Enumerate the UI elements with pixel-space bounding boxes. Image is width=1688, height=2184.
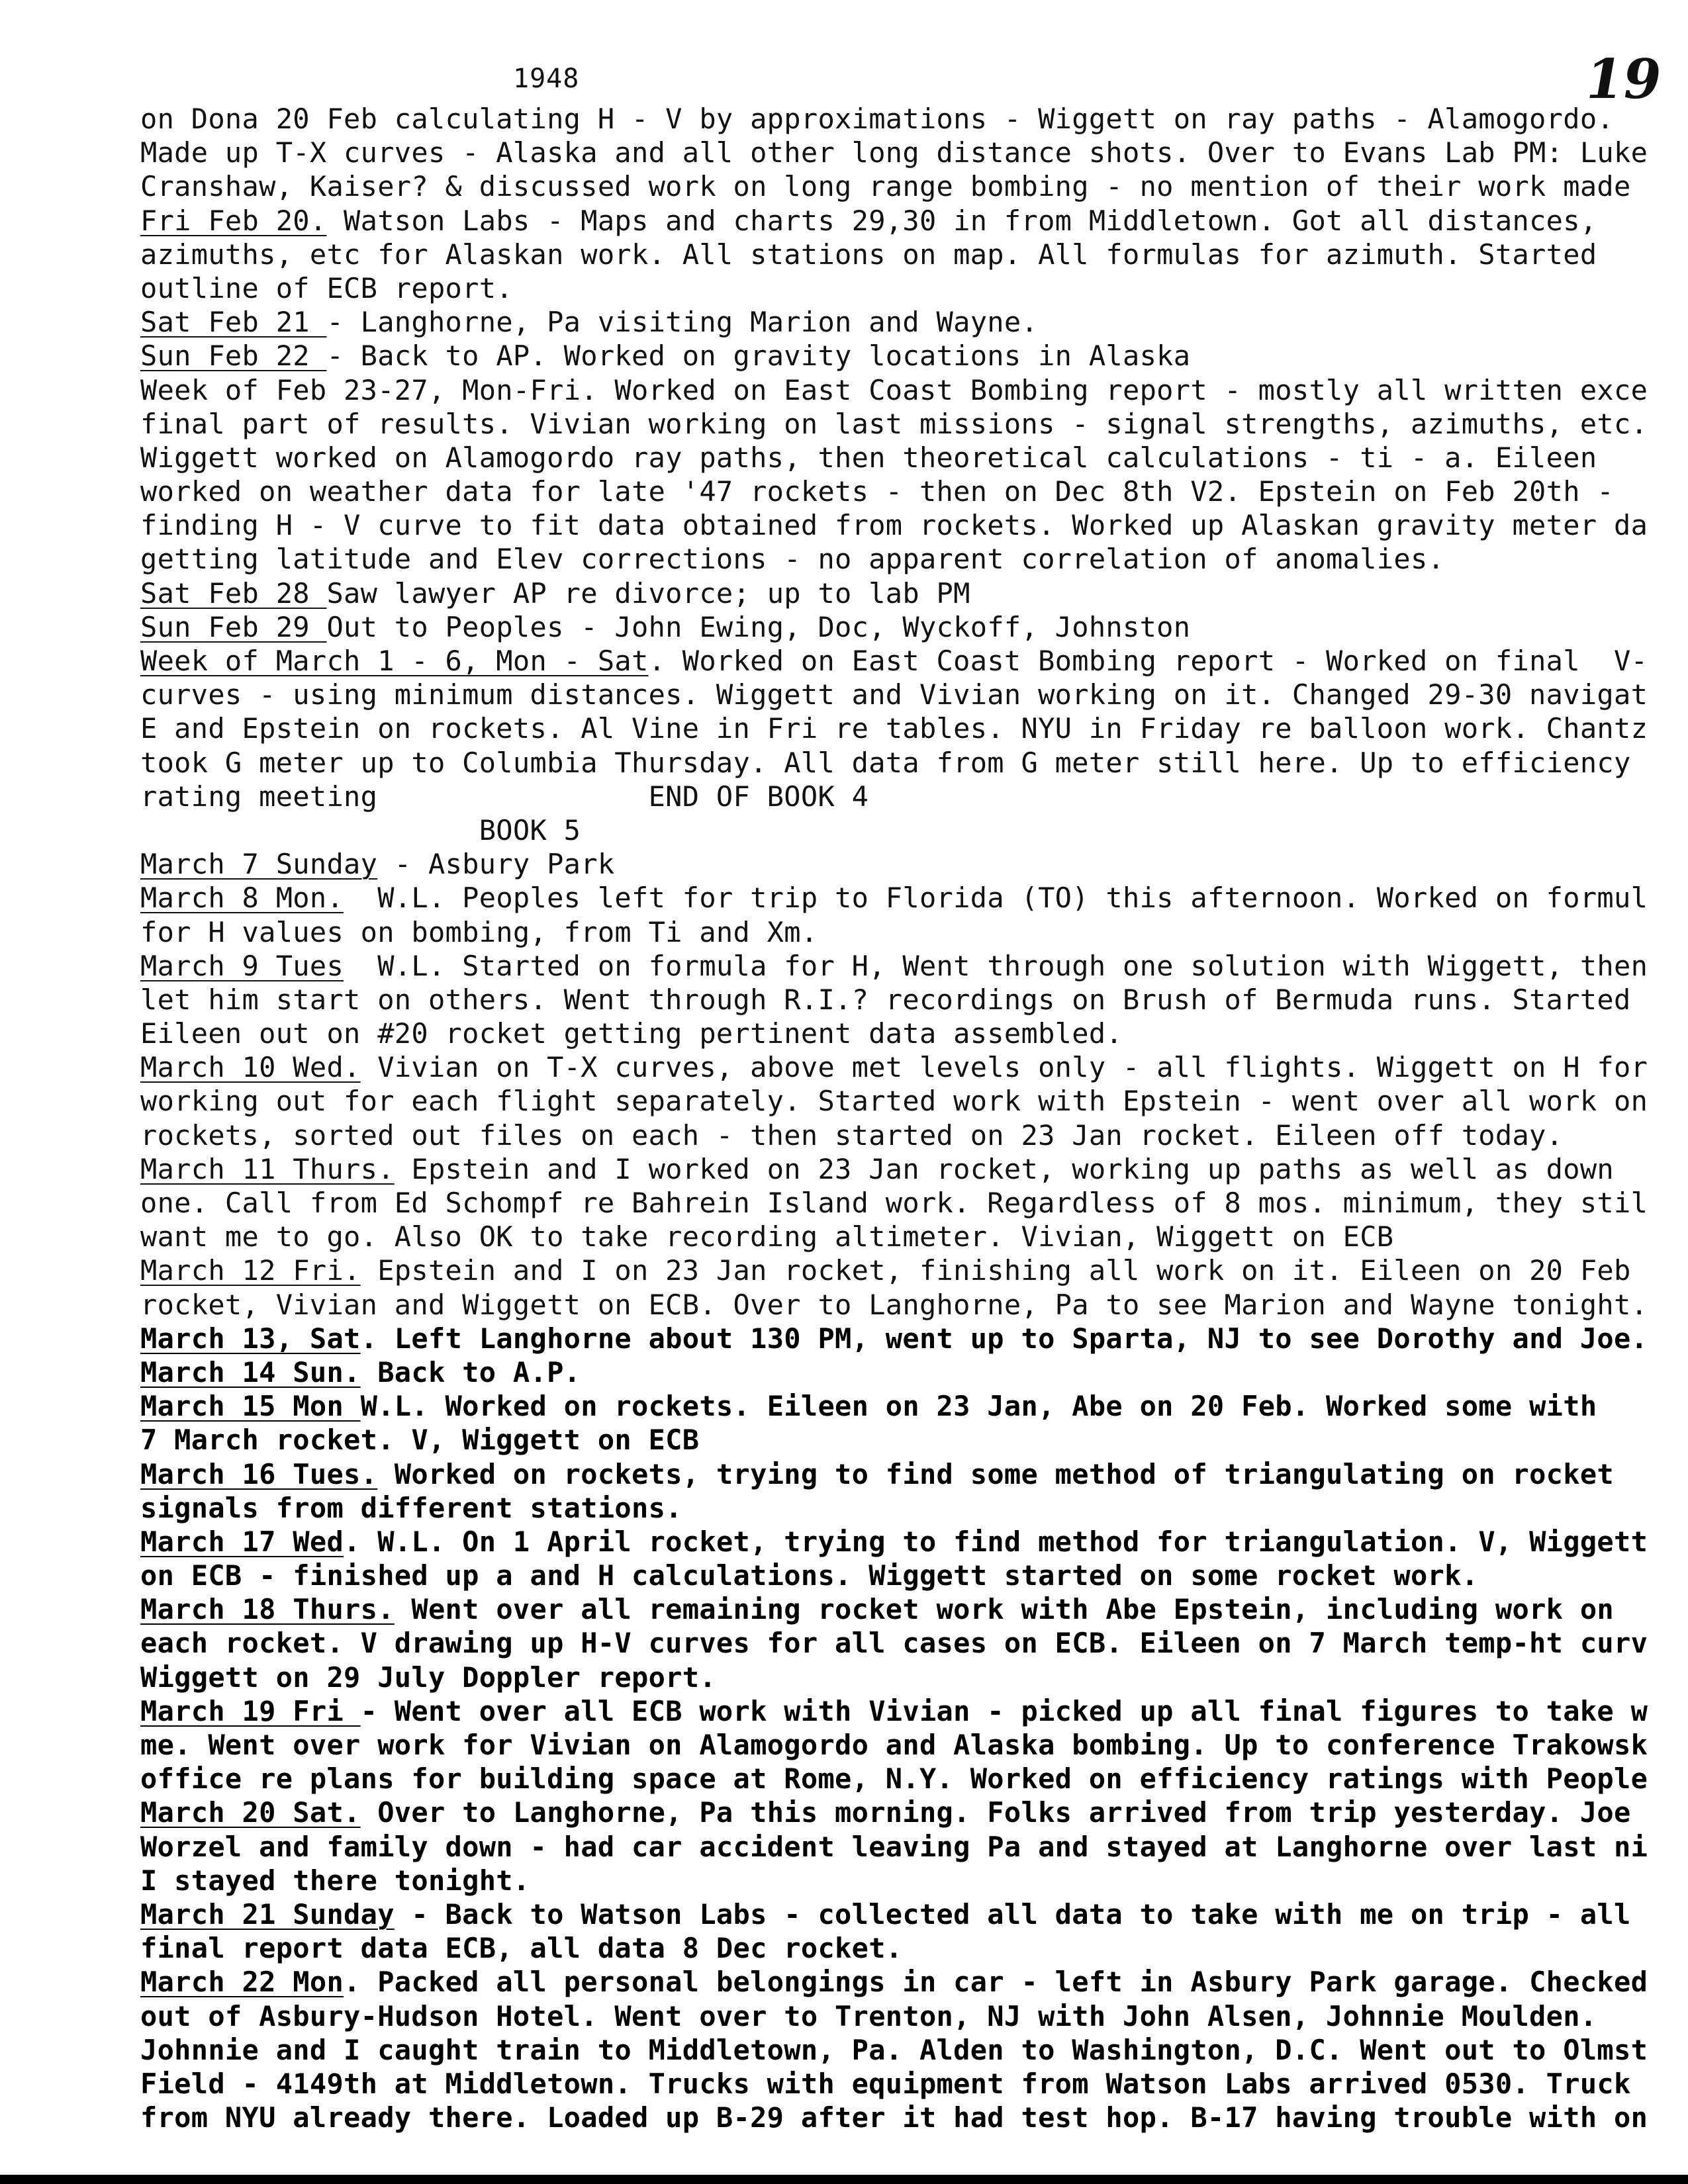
diary-line [140, 2033, 1683, 2067]
entry-text: on Dona 20 Feb calculating H - V by approximations - Wiggett on ray paths - Alamogordo. [140, 103, 1614, 135]
entry-text: final part of results. Vivian working on last missions - signal strengths, azimuths, etc. [140, 407, 1648, 440]
diary-line [140, 238, 1683, 271]
diary-line [140, 1355, 1683, 1389]
entry-text: from NYU already there. Loaded up B-29 after it had test hop. B-17 having trouble with on [140, 2101, 1648, 2134]
entry-text: . Left Langhorne about 130 PM, went up to Sparta, NJ to see Dorothy and Joe. [360, 1322, 1648, 1355]
diary-line [140, 1084, 1683, 1118]
entry-date-heading: March 8 Mon. [140, 882, 344, 915]
diary-line [140, 542, 1683, 576]
entry-date-heading: Sun Feb 22 [140, 340, 327, 373]
diary-line [140, 610, 1683, 644]
diary-line [140, 508, 1683, 542]
diary-line [140, 949, 1683, 983]
entry-text: Worked on rockets, trying to find some method of triangulating on rocket [377, 1457, 1615, 1490]
entry-text: Epstein and I on 23 Jan rocket, finishing all work on it. Eileen on 20 Feb [360, 1254, 1631, 1287]
entry-text: curves - using minimum distances. Wiggett and Vivian working on it. Changed 29-30 navigat [140, 678, 1648, 711]
entry-text: Eileen out on #20 rocket getting pertinent data assembled. [140, 1017, 1123, 1050]
diary-line [140, 1253, 1683, 1287]
diary-line [140, 711, 1683, 745]
diary-line [140, 1965, 1683, 1999]
diary-line [140, 204, 1683, 238]
entry-text: Over to Langhorne, Pa this morning. Folks arrived from trip yesterday. Joe [360, 1796, 1631, 1829]
entry-date-heading: March 16 Tues. [140, 1457, 378, 1490]
entry-date-heading: March 17 Wed [140, 1525, 344, 1558]
entry-text: office re plans for building space at Rome, N.Y. Worked on efficiency ratings with People [140, 1762, 1648, 1796]
entry-text: for H values on bombing, from Ti and Xm. [140, 915, 818, 948]
entry-text: Week of Feb 23-27, Mon-Fri. Worked on East Coast Bombing report - mostly all written exce [140, 373, 1648, 406]
entry-text: let him start on others. Went through R.I.? recordings on Brush of Bermuda runs. Started [140, 983, 1631, 1016]
diary-line [140, 1762, 1683, 1796]
diary-line [140, 1288, 1683, 1322]
entry-text: Vivian on T-X curves, above met levels only - all flights. Wiggett on H for [360, 1051, 1648, 1084]
diary-line [140, 441, 1683, 475]
entry-text: W.L. Started on formula for H, Went through one solution with Wiggett, then [344, 949, 1648, 982]
diary-line [140, 1017, 1683, 1050]
diary-line [140, 475, 1683, 508]
diary-line [140, 1999, 1683, 2033]
diary-line [140, 305, 1683, 339]
entry-date-heading: March 13, Sat [140, 1322, 361, 1355]
entry-text: one. Call from Ed Schompf re Bahrein Island work. Regardless of 8 mos. minimum, they stil [140, 1187, 1648, 1219]
diary-line [140, 678, 1683, 711]
entry-date-heading: March 7 Sunday [140, 848, 378, 881]
diary-line [140, 271, 1683, 305]
diary-line [140, 2101, 1683, 2134]
entry-text: Went over all remaining rocket work with Abe Epstein, including work on [394, 1593, 1614, 1626]
entry-text: 7 March rocket. V, Wiggett on ECB [140, 1424, 700, 1457]
diary-line [140, 136, 1683, 169]
entry-text: - Asbury Park [377, 848, 615, 881]
entry-text: Worzel and family down - had car accident leaving Pa and stayed at Langhorne over last ni [140, 1830, 1648, 1863]
diary-line [140, 1050, 1683, 1084]
entry-text: Wiggett worked on Alamogordo ray paths, then theoretical calculations - ti - a. Eileen [140, 441, 1597, 474]
entry-date-heading: March 9 Tues [140, 949, 344, 982]
entry-text: Saw lawyer AP re divorce; up to lab PM [326, 576, 970, 610]
diary-line [140, 1626, 1683, 1660]
entry-date-heading: Sat Feb 28 [140, 576, 327, 610]
entry-text: - Back to AP. Worked on gravity locations in Alaska [326, 340, 1191, 373]
entry-text: W.L. Peoples left for trip to Florida (TO) this afternoon. Worked on formul [344, 882, 1648, 915]
diary-line [140, 813, 1683, 847]
diary-line [140, 1796, 1683, 1829]
entry-date-heading: March 14 Sun. [140, 1355, 361, 1388]
entry-text: Epstein and I worked on 23 Jan rocket, working up paths as well as down [394, 1152, 1614, 1185]
entry-date-heading: March 15 Mon [140, 1390, 361, 1423]
diary-line [140, 1152, 1683, 1186]
diary-line [140, 1220, 1683, 1253]
entry-text: me. Went over work for Vivian on Alamogordo and Alaska bombing. Up to conference Trakowsk [140, 1729, 1648, 1761]
entry-text: outline of ECB report. [140, 271, 513, 304]
diary-line [140, 881, 1683, 915]
entry-text: Out to Peoples - John Ewing, Doc, Wyckoff, Johnston [326, 610, 1191, 643]
diary-text-block [140, 102, 1683, 2134]
entry-text: want me to go. Also OK to take recording altimeter. Vivian, Wiggett on ECB [140, 1220, 1394, 1253]
entry-text: . Packed all personal belongings in car - left in Asbury Park garage. Checked [344, 1966, 1648, 1999]
diary-line [140, 169, 1683, 203]
entry-text: rockets, sorted out files on each - then started on 23 Jan rocket. Eileen off today. [140, 1118, 1564, 1152]
entry-text: Wiggett on 29 July Doppler report. [140, 1661, 716, 1694]
diary-line [140, 746, 1683, 780]
diary-line [140, 373, 1683, 407]
diary-line [140, 644, 1683, 678]
diary-line [140, 1931, 1683, 1965]
diary-line [140, 102, 1683, 136]
diary-line [140, 1423, 1683, 1457]
diary-line [140, 780, 1683, 813]
entry-text: final report data ECB, all data 8 Dec rocket. [140, 1932, 903, 1965]
entry-text: finding H - V curve to fit data obtained from rockets. Worked up Alaskan gravity meter da [140, 509, 1648, 542]
diary-line [140, 1661, 1683, 1694]
entry-date-heading: Sat Feb 21 [140, 306, 327, 339]
entry-date-heading: March 10 Wed. [140, 1051, 361, 1084]
entry-text: - Langhorne, Pa visiting Marion and Wayne. [326, 306, 1039, 339]
diary-line [140, 1525, 1683, 1559]
diary-line [140, 1864, 1683, 1897]
entry-date-heading: Week of March 1 - 6, Mon - Sat [140, 645, 649, 677]
diary-line [140, 1830, 1683, 1864]
entry-text: took G meter up to Columbia Thursday. All data from G meter still here. Up to efficiency [140, 746, 1631, 779]
entry-text: worked on weather data for late '47 rockets - then on Dec 8th V2. Epstein on Feb 20th - [140, 475, 1614, 508]
diary-line [140, 1118, 1683, 1152]
entry-text: E and Epstein on rockets. Al Vine in Fri re tables. NYU in Friday re balloon work. Chantz [140, 712, 1648, 745]
entry-date-heading: March 11 Thurs. [140, 1152, 395, 1185]
entry-text: azimuths, etc for Alaskan work. All stations on map. All formulas for azimuth. Started [140, 238, 1597, 271]
diary-line [140, 339, 1683, 373]
entry-text: BOOK 5 [140, 813, 581, 846]
entry-date-heading: March 21 Sunday [140, 1897, 395, 1931]
entry-text: rocket, Vivian and Wiggett on ECB. Over to Langhorne, Pa to see Marion and Wayne tonight. [140, 1288, 1648, 1321]
bottom-edge-rule [0, 2175, 1688, 2184]
diary-line [140, 1186, 1683, 1220]
entry-text: . W.L. On 1 April rocket, trying to find method for triangulation. V, Wiggett [344, 1525, 1648, 1558]
diary-line [140, 1491, 1683, 1525]
diary-line [140, 576, 1683, 610]
diary-line [140, 1389, 1683, 1423]
entry-text: rating meeting END OF BOOK 4 [140, 780, 869, 813]
year-heading: 1948 [513, 64, 580, 94]
diary-line [140, 915, 1683, 949]
diary-line [140, 847, 1683, 881]
entry-text: on ECB - finished up a and H calculations. Wiggett started on some rocket work. [140, 1559, 1479, 1592]
entry-text: Made up T-X curves - Alaska and all other long distance shots. Over to Evans Lab PM: Luke [140, 136, 1648, 169]
entry-text: Johnnie and I caught train to Middletown, Pa. Alden to Washington, D.C. Went out to Olmst [140, 2033, 1648, 2066]
diary-line [140, 1592, 1683, 1626]
entry-text: - Went over all ECB work with Vivian - picked up all final figures to take w [360, 1694, 1648, 1727]
diary-line [140, 1322, 1683, 1355]
diary-line [140, 1457, 1683, 1491]
diary-line [140, 1559, 1683, 1592]
entry-text: out of Asbury-Hudson Hotel. Went over to Trenton, NJ with John Alsen, Johnnie Moulden. [140, 1999, 1597, 2032]
entry-text: Watson Labs - Maps and charts 29,30 in from Middletown. Got all distances, [326, 204, 1597, 237]
diary-line [140, 407, 1683, 441]
entry-date-heading: March 12 Fri. [140, 1254, 361, 1287]
diary-line [140, 1728, 1683, 1762]
entry-text: . Worked on East Coast Bombing report - Worked on final V- [648, 645, 1648, 677]
entry-text: Field - 4149th at Middletown. Trucks with equipment from Watson Labs arrived 0530. Truck [140, 2067, 1631, 2100]
entry-text: - Back to Watson Labs - collected all data to take with me on trip - all [394, 1897, 1631, 1931]
diary-line [140, 1897, 1683, 1931]
entry-text: each rocket. V drawing up H-V curves for all cases on ECB. Eileen on 7 March temp-ht curv [140, 1627, 1648, 1660]
entry-date-heading: Sun Feb 29 [140, 610, 327, 643]
entry-date-heading: March 18 Thurs. [140, 1593, 395, 1626]
diary-line [140, 983, 1683, 1017]
entry-text: working out for each flight separately. Started work with Epstein - went over all work on [140, 1085, 1648, 1118]
entry-text: W.L. Worked on rockets. Eileen on 23 Jan, Abe on 20 Feb. Worked some with [360, 1390, 1597, 1423]
entry-date-heading: March 20 Sat. [140, 1796, 361, 1829]
entry-date-heading: March 22 Mon [140, 1966, 344, 1999]
page-number: 19 [1579, 48, 1667, 111]
entry-text: getting latitude and Elev corrections - no apparent correlation of anomalies. [140, 543, 1445, 576]
entry-text: Back to A.P. [360, 1355, 581, 1388]
entry-date-heading: Fri Feb 20. [140, 204, 327, 237]
entry-text: signals from different stations. [140, 1491, 682, 1524]
entry-text: I stayed there tonight. [140, 1864, 530, 1897]
diary-line [140, 2067, 1683, 2101]
diary-line [140, 1694, 1683, 1728]
entry-date-heading: March 19 Fri [140, 1694, 361, 1727]
entry-text: Cranshaw, Kaiser? & discussed work on long range bombing - no mention of their work made [140, 170, 1631, 203]
